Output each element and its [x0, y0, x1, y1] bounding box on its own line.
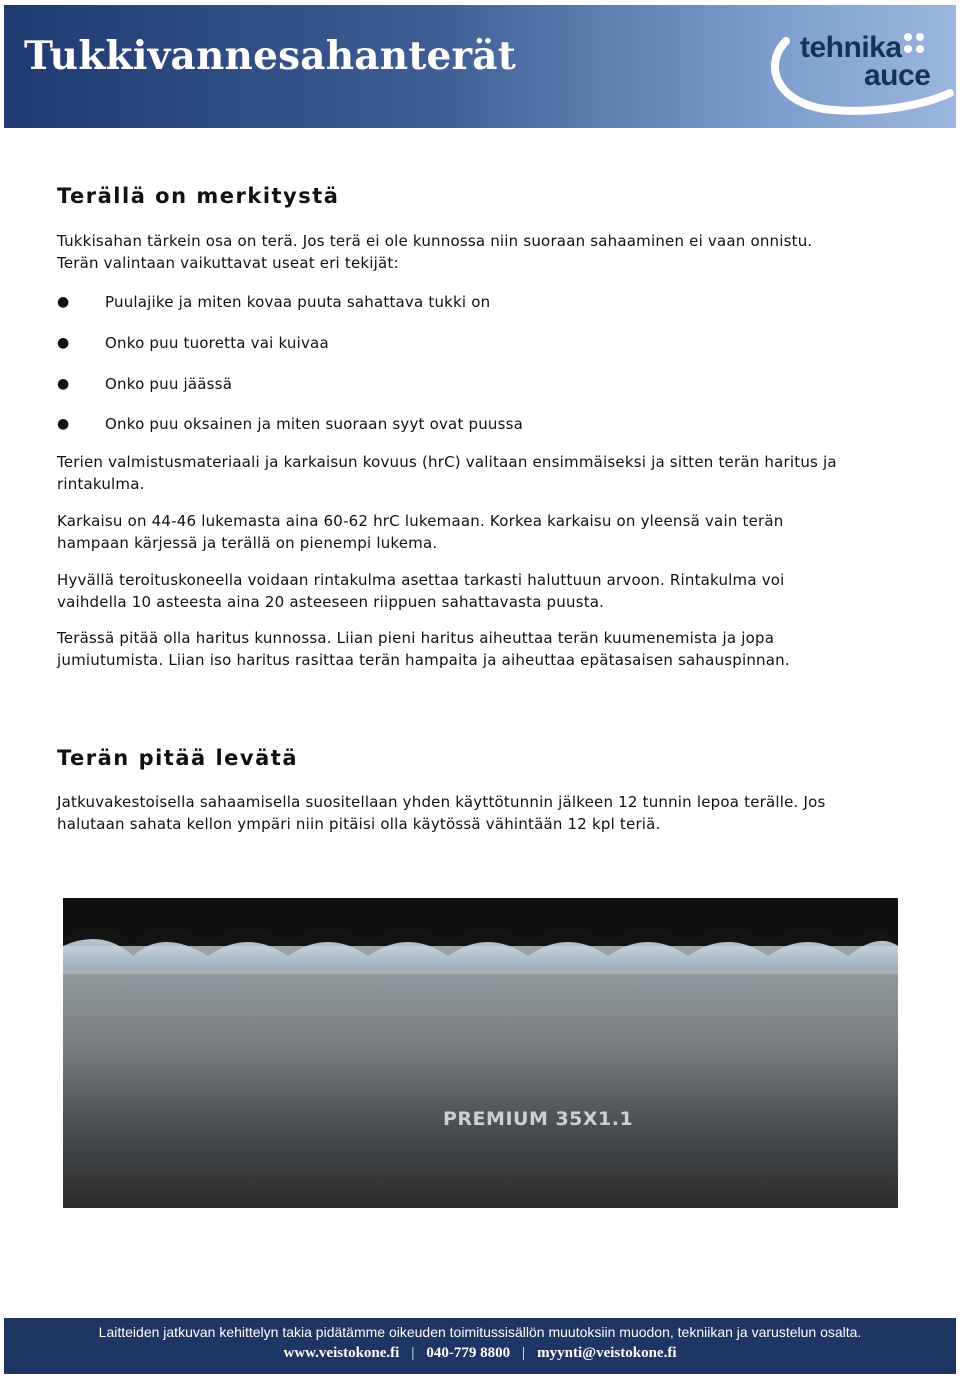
blade-label: PREMIUM 35X1.1 — [443, 1108, 634, 1130]
list-item-text: Onko puu tuoretta vai kuivaa — [105, 334, 329, 352]
list-item-text: Onko puu oksainen ja miten suoraan syyt ovat puussa — [105, 415, 524, 433]
footer-contact — [4, 1345, 956, 1362]
bullet-icon: ● — [57, 294, 70, 310]
logo-text-line1: tehnika — [800, 31, 902, 64]
paragraph-hardening: Karkaisu on 44-46 lukemasta aina 60-62 hrC lukemaan. Korkea karkaisu on yleensä vain terän hampaan kärjessä ja terällä on pienempi lukema. — [57, 512, 784, 552]
intro-paragraph: Tukkisahan tärkein osa on terä. Jos terä ei ole kunnossa niin suoraan sahaaminen ei vaan onnistu. Terän valintaan vaikuttavat useat eri tekijät: — [57, 232, 813, 272]
paragraph-rest: Jatkuvakestoisella sahaamisella suositellaan yhden käyttötunnin jälkeen 12 tunnin lepoa terälle. Jos halutaan sahata kellon ympäri niin pitäisi olla käytössä vähintään 12 kpl teriä. — [57, 793, 826, 833]
saw-blade-photo — [63, 898, 898, 1208]
bullet-icon: ● — [57, 416, 70, 432]
footer-website-link[interactable]: www.veistokone.fi — [283, 1345, 400, 1361]
bullet-icon: ● — [57, 376, 70, 392]
page-header — [4, 5, 956, 128]
page-footer — [4, 1318, 956, 1374]
bullet-icon: ● — [57, 335, 70, 351]
section-heading-2: Terän pitää levätä — [57, 746, 298, 770]
paragraph-materials: Terien valmistusmateriaali ja karkaisun kovuus (hrC) valitaan ensimmäiseksi ja sitten terän haritus ja rintakulma. — [57, 453, 837, 493]
footer-phone: 040-779 8800 — [426, 1345, 511, 1361]
list-item — [57, 332, 757, 354]
list-item-text: Puulajike ja miten kovaa puuta sahattava tukki on — [105, 293, 491, 311]
list-item — [57, 373, 757, 395]
list-item — [57, 413, 757, 435]
saw-blade-image — [63, 898, 898, 1208]
footer-disclaimer: Laitteiden jatkuvan kehittelyn takia pidätämme oikeuden toimitussisällön muutoksiin muodon, tekniikan ja varustelun osalta. — [98, 1324, 862, 1340]
footer-separator: | — [522, 1345, 526, 1361]
list-item — [57, 291, 757, 313]
page-title: Tukkivannesahanterät — [24, 33, 516, 79]
paragraph-rake-angle: Hyvällä teroituskoneella voidaan rintakulma asettaa tarkasti haluttuun arvoon. Rintakulma voi vaihdella 10 asteesta aina 20 asteeseen riippuen sahattavasta puusta. — [57, 571, 785, 611]
paragraph-set: Terässä pitää olla haritus kunnossa. Liian pieni haritus aiheuttaa terän kuumenemista ja jopa jumiutumista. Liian iso haritus rasittaa terän hampaita ja aiheuttaa epätasaisen sahauspinnan. — [57, 629, 790, 669]
footer-email-link[interactable]: myynti@veistokone.fi — [537, 1345, 677, 1361]
section-heading-1: Terällä on merkitystä — [57, 184, 340, 208]
list-item-text: Onko puu jäässä — [105, 375, 233, 393]
tehnika-auce-logo — [764, 23, 954, 115]
footer-separator: | — [411, 1345, 415, 1361]
logo-text-line2: auce — [864, 59, 931, 92]
